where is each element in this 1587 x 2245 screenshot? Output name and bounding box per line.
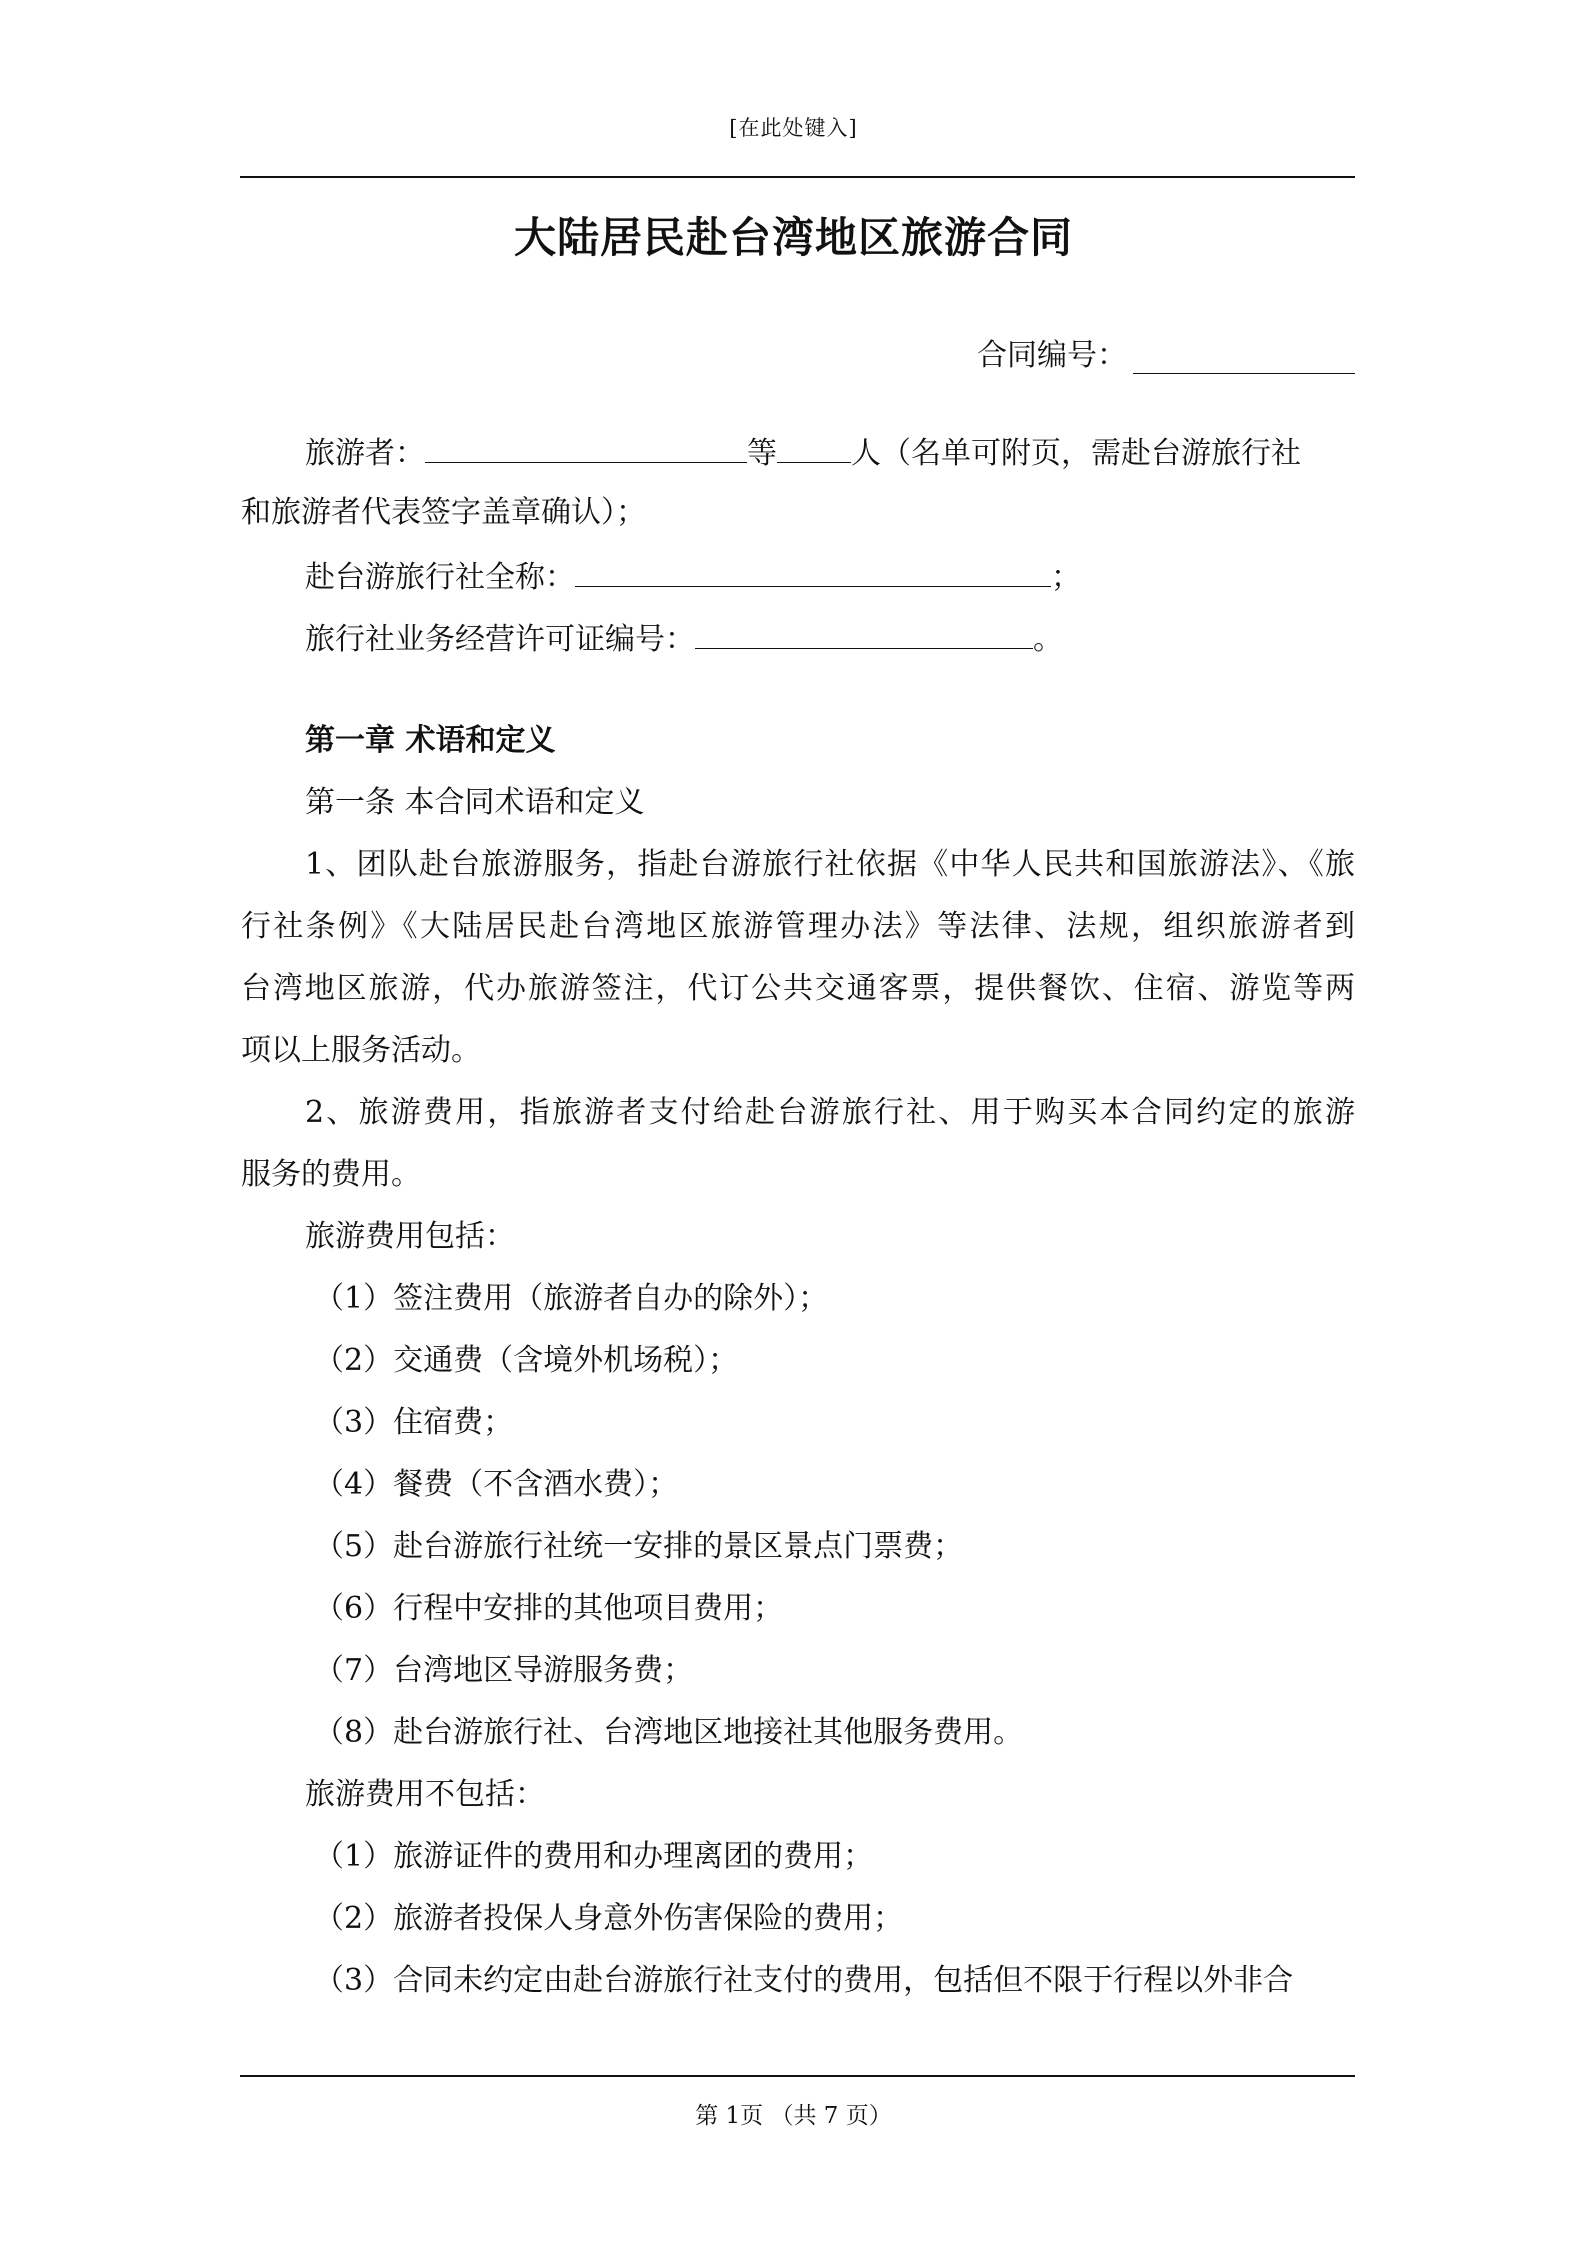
contract-number-line [977,330,1355,374]
traveler-mid: 等 [747,436,777,471]
list-item: （4）餐费（不含酒水费）； [314,1467,679,1502]
article-heading: 第一条 本合同术语和定义 [305,785,645,820]
excluded-heading: 旅游费用不包括： [305,1777,545,1812]
chapter-heading: 第一章 术语和定义 [305,723,556,758]
license-blank[interactable] [695,606,1033,649]
para1-line: 1、团队赴台旅游服务，指赴台游旅行社依据《中华人民共和国旅游法》、《旅 [305,847,1355,882]
para2-line: 服务的费用。 [241,1157,421,1192]
agency-name-label: 赴台游旅行社全称： [305,560,575,595]
list-item: （7）台湾地区导游服务费； [314,1653,694,1688]
list-item: （1）签注费用（旅游者自办的除外）； [314,1281,829,1316]
section-gap [241,668,1355,710]
license-end: 。 [1033,622,1063,657]
list-item: （1）旅游证件的费用和办理离团的费用； [314,1839,874,1874]
agency-name-blank[interactable] [575,544,1051,587]
document-title: 大陆居民赴台湾地区旅游合同 [513,213,1073,262]
traveler-tail: 人（名单可附页，需赴台游旅行社 [851,436,1301,471]
agency-name-line [241,544,1355,606]
contract-number-label: 合同编号： [977,338,1127,373]
license-label: 旅行社业务经营许可证编号： [305,622,695,657]
para1-line: 项以上服务活动。 [241,1033,481,1068]
document-body [241,420,1355,2012]
page-footer: 第 1页 （共 7 页） [695,2103,892,2129]
traveler-count-blank[interactable] [777,420,851,463]
agency-name-end: ； [1051,560,1081,595]
header-rule [240,176,1355,178]
list-item: （2）旅游者投保人身意外伤害保险的费用； [314,1901,904,1936]
page-header: [在此处键入] [729,116,858,140]
list-item: （6）行程中安排的其他项目费用； [314,1591,784,1626]
contract-number-blank[interactable] [1133,343,1355,374]
traveler-label: 旅游者： [305,436,425,471]
para2-line: 2、旅游费用，指旅游者支付给赴台游旅行社、用于购买本合同约定的旅游 [305,1095,1355,1130]
traveler-line [241,420,1355,482]
list-item: （5）赴台游旅行社统一安排的景区景点门票费； [314,1529,964,1564]
traveler-name-blank[interactable] [425,420,747,463]
para1-line: 行社条例》《大陆居民赴台湾地区旅游管理办法》等法律、法规，组织旅游者到 [241,909,1355,944]
list-item: （3）合同未约定由赴台游旅行社支付的费用，包括但不限于行程以外非合 [314,1963,1294,1998]
included-heading: 旅游费用包括： [305,1219,515,1254]
list-item: （8）赴台游旅行社、台湾地区地接社其他服务费用。 [314,1715,1024,1750]
para1-line: 台湾地区旅游，代办旅游签注，代订公共交通客票，提供餐饮、住宿、游览等两 [241,971,1355,1006]
list-item: （2）交通费（含境外机场税）； [314,1343,739,1378]
license-line [241,606,1355,668]
list-item: （3）住宿费； [314,1405,514,1440]
traveler-line-cont: 和旅游者代表签字盖章确认）； [241,495,646,530]
footer-rule [240,2075,1355,2077]
